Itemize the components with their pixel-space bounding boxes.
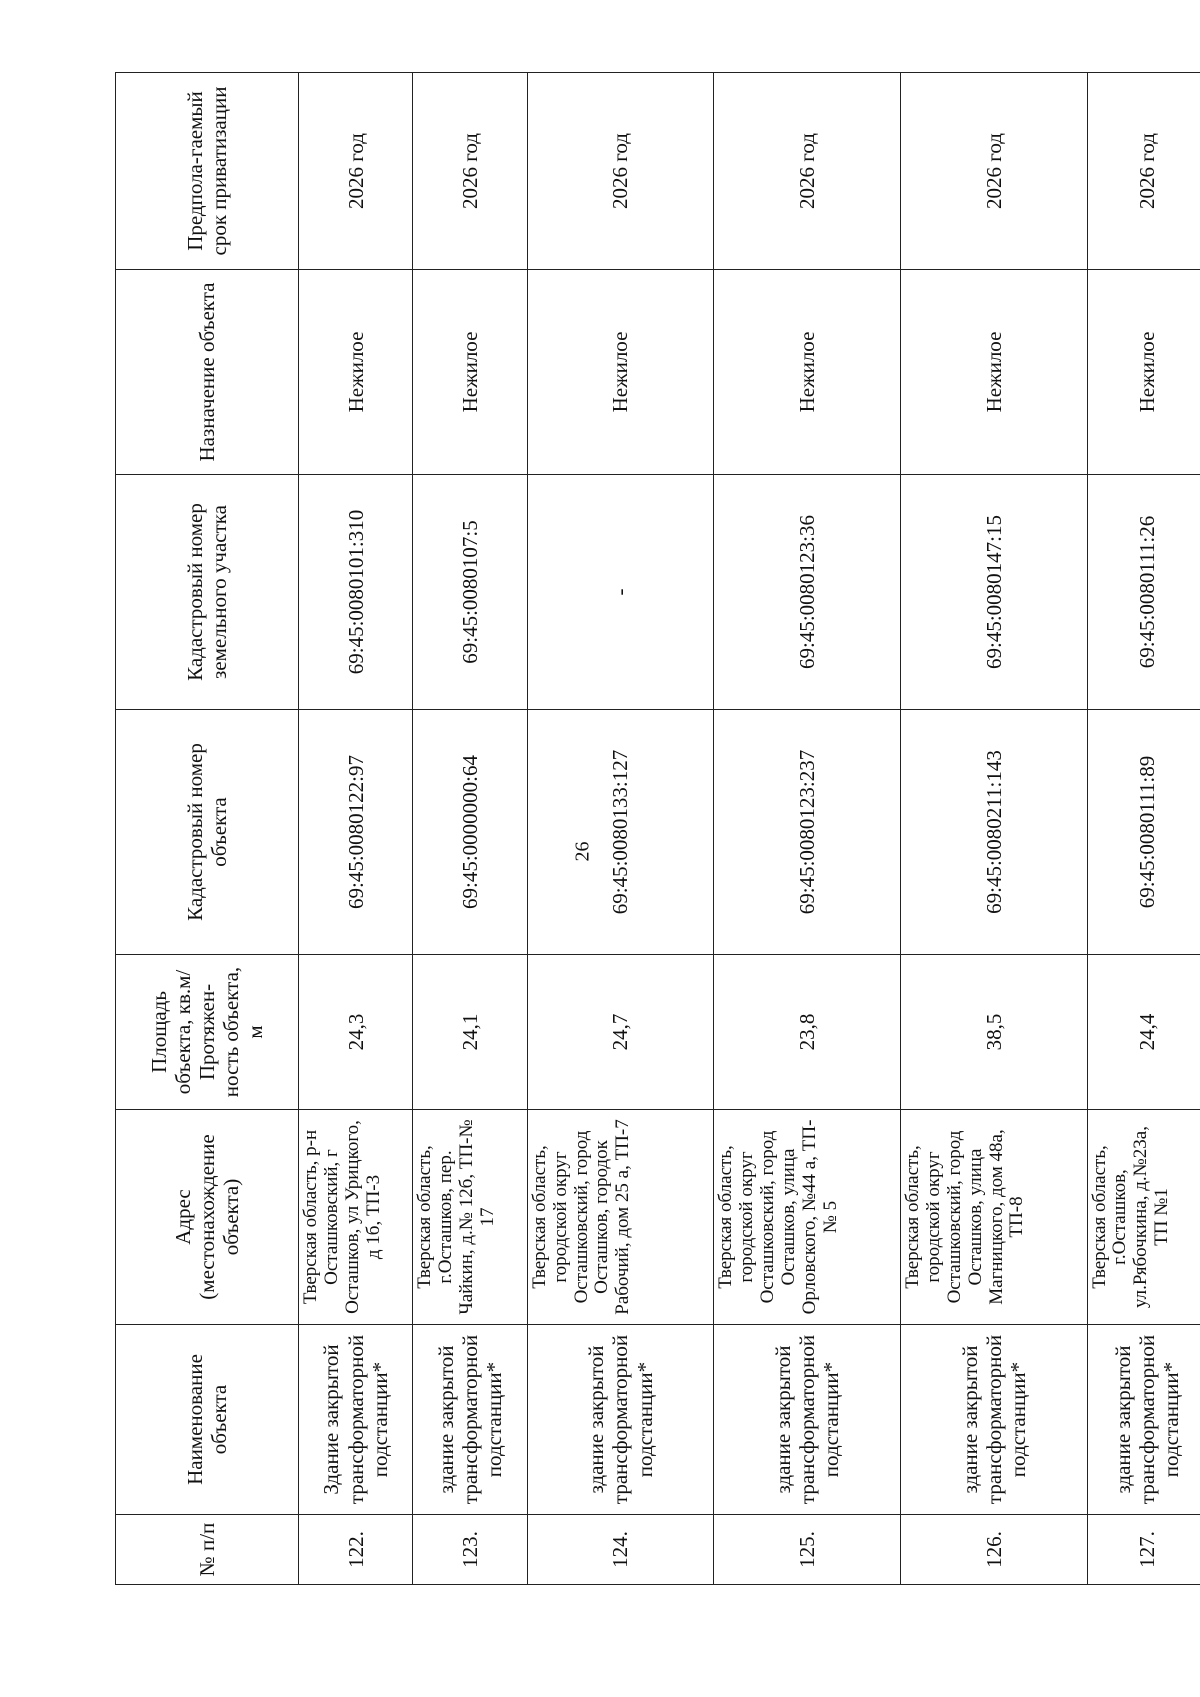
table-row	[527, 73, 714, 1585]
row-num: 127.	[1087, 1515, 1200, 1585]
table-row	[900, 73, 1087, 1585]
row-term: 2026 год	[299, 73, 413, 270]
row-cadastral-land: 69:45:0080107:5	[413, 475, 527, 710]
row-term: 2026 год	[1087, 73, 1200, 270]
row-term: 2026 год	[527, 73, 714, 270]
rotated-table-wrapper	[115, 73, 1200, 1585]
header-cadastral-land: Кадастровый номер земельного участка	[116, 475, 299, 710]
row-area: 38,5	[900, 955, 1087, 1110]
row-num: 125.	[714, 1515, 901, 1585]
row-name: здание закрытой трансформаторной подстанции*	[714, 1325, 901, 1515]
row-cadastral-object: 69:45:0080133:127	[527, 710, 714, 955]
row-address: Тверская область, р-н Осташковский, г Осташков, ул Урицкого, д 1б, ТП-3	[299, 1110, 413, 1325]
row-purpose: Нежилое	[900, 270, 1087, 475]
row-name: Здание закрытой трансформаторной подстанции*	[299, 1325, 413, 1515]
row-cadastral-object: 69:45:0080122:97	[299, 710, 413, 955]
row-cadastral-land: -	[527, 475, 714, 710]
row-purpose: Нежилое	[1087, 270, 1200, 475]
row-term: 2026 год	[900, 73, 1087, 270]
table-header-row	[116, 73, 299, 1585]
row-cadastral-object: 69:45:0080123:237	[714, 710, 901, 955]
row-num: 123.	[413, 1515, 527, 1585]
row-term: 2026 год	[714, 73, 901, 270]
row-cadastral-object: 69:45:0080211:143	[900, 710, 1087, 955]
row-cadastral-land: 69:45:0080101:310	[299, 475, 413, 710]
row-name: здание закрытой трансформаторной подстанции*	[900, 1325, 1087, 1515]
row-area: 23,8	[714, 955, 901, 1110]
header-num: № п/п	[116, 1515, 299, 1585]
row-term: 2026 год	[413, 73, 527, 270]
table-row	[714, 73, 901, 1585]
row-purpose: Нежилое	[299, 270, 413, 475]
row-area: 24,7	[527, 955, 714, 1110]
header-purpose: Назначение объекта	[116, 270, 299, 475]
row-area: 24,3	[299, 955, 413, 1110]
row-num: 122.	[299, 1515, 413, 1585]
row-name: здание закрытой трансформаторной подстанции*	[413, 1325, 527, 1515]
row-address: Тверская область, г.Осташков, ул.Рябочкина, д.№23а, ТП №1	[1087, 1110, 1200, 1325]
row-name: здание закрытой трансформаторной подстанции*	[527, 1325, 714, 1515]
row-cadastral-land: 69:45:0080111:26	[1087, 475, 1200, 710]
row-area: 24,1	[413, 955, 527, 1110]
row-purpose: Нежилое	[413, 270, 527, 475]
row-cadastral-land: 69:45:0080147:15	[900, 475, 1087, 710]
row-name: здание закрытой трансформаторной подстанции*	[1087, 1325, 1200, 1515]
table-row	[1087, 73, 1200, 1585]
row-cadastral-object: 69:45:0080111:89	[1087, 710, 1200, 955]
row-cadastral-object: 69:45:0000000:64	[413, 710, 527, 955]
header-address: Адрес (местонахождение объекта)	[116, 1110, 299, 1325]
page-number: 26	[571, 841, 594, 862]
row-purpose: Нежилое	[714, 270, 901, 475]
row-address: Тверская область, городской округ Осташковский, город Осташков, улица Магницкого, дом 48а, ТП-8	[900, 1110, 1087, 1325]
row-address: Тверская область, городской округ Осташковский, город Осташков, городок Рабочий, дом 25 а, ТП-7	[527, 1110, 714, 1325]
row-address: Тверская область, г.Осташков, пер. Чайкин, д.№ 12б, ТП-№ 17	[413, 1110, 527, 1325]
table-row	[413, 73, 527, 1585]
privatization-table	[115, 72, 1200, 1585]
row-num: 124.	[527, 1515, 714, 1585]
header-term: Предпола-гаемый срок приватизации	[116, 73, 299, 270]
row-purpose: Нежилое	[527, 270, 714, 475]
row-cadastral-land: 69:45:0080123:36	[714, 475, 901, 710]
row-address: Тверская область, городской округ Осташковский, город Осташков, улица Орловского, №44 а, ТП-№ 5	[714, 1110, 901, 1325]
header-area: Площадь объекта, кв.м/ Протяжен-ность объекта, м	[116, 955, 299, 1110]
table-row	[299, 73, 413, 1585]
header-cadastral-object: Кадастровый номер объекта	[116, 710, 299, 955]
row-num: 126.	[900, 1515, 1087, 1585]
row-area: 24,4	[1087, 955, 1200, 1110]
header-name: Наименование объекта	[116, 1325, 299, 1515]
